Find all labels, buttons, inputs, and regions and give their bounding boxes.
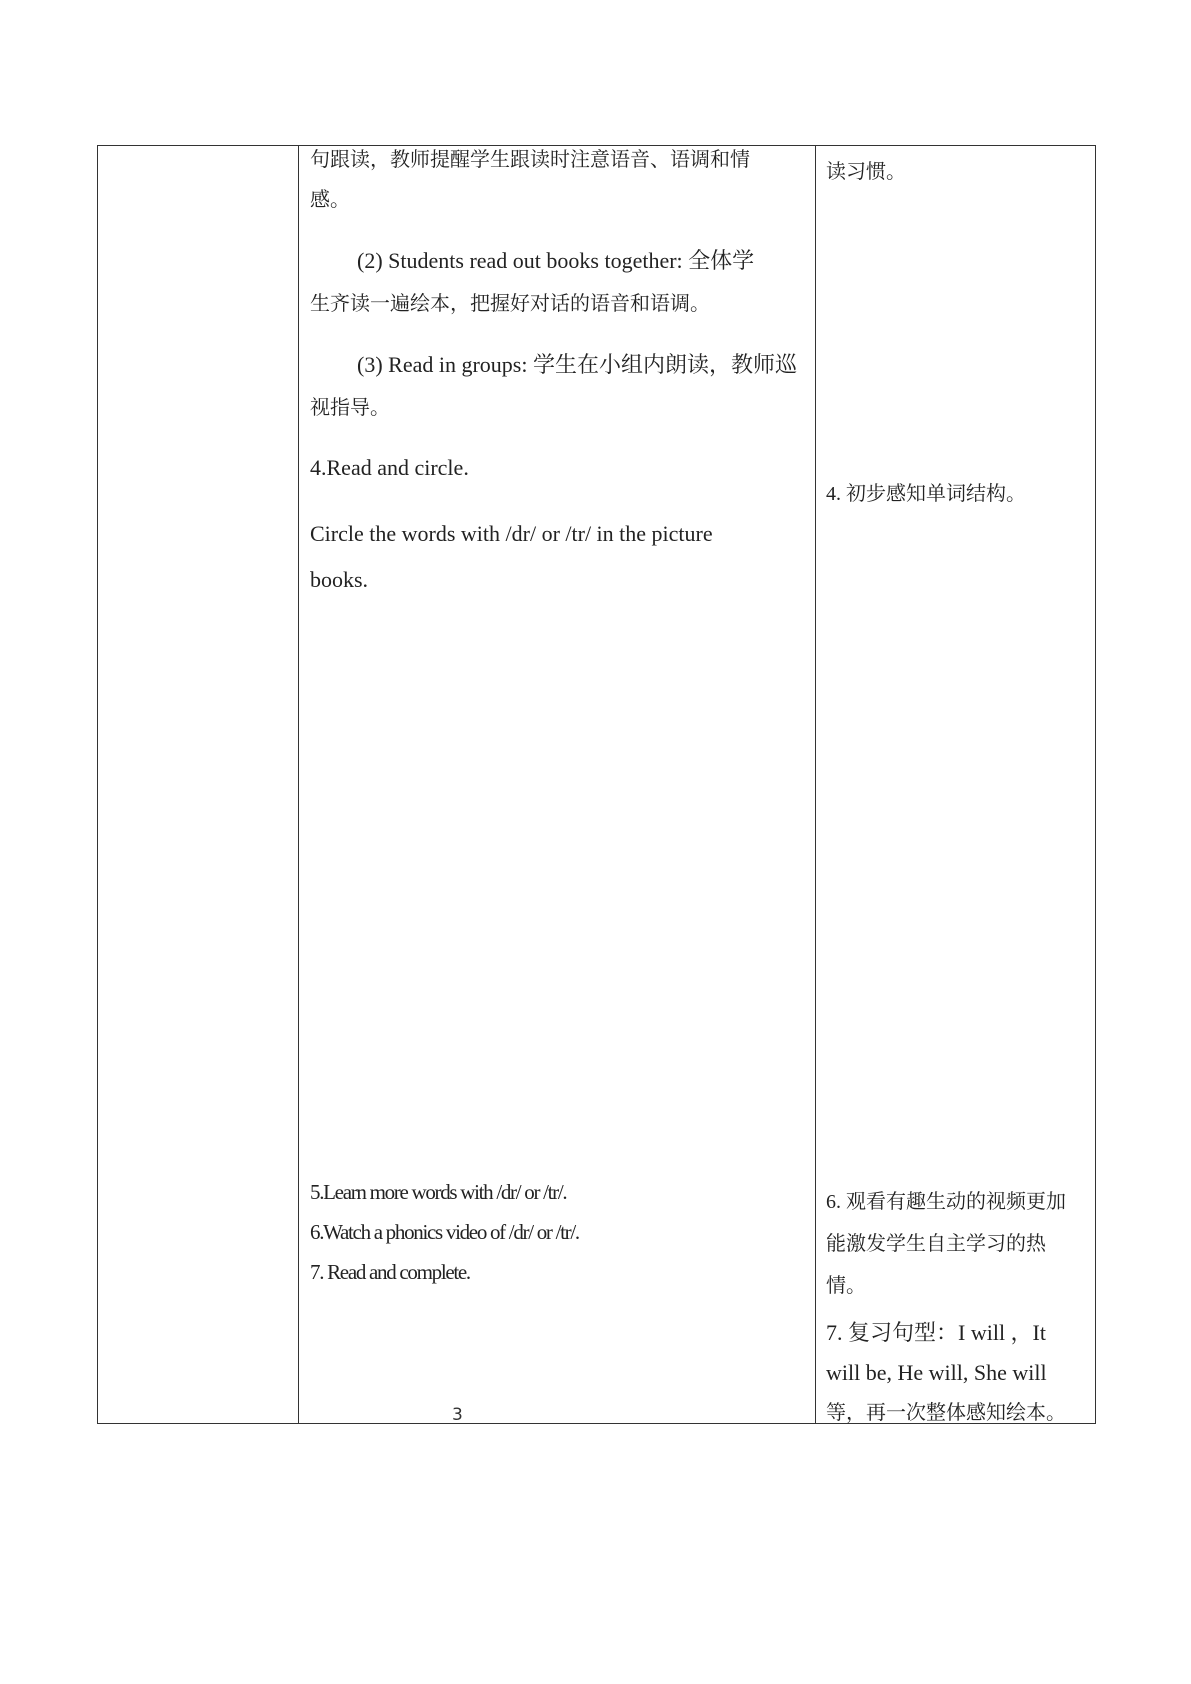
middle-line-4: 生齐读一遍绘本，把握好对话的语音和语调。 — [310, 293, 710, 315]
right-line-1: 读习惯。 — [826, 161, 906, 183]
middle-line-8: Circle the words with /dr/ or /tr/ in the picture — [310, 521, 713, 546]
middle-line-1: 句跟读，教师提醒学生跟读时注意语音、语调和情 — [310, 149, 750, 171]
middle-line-12: 7. Read and complete. — [310, 1260, 470, 1284]
column-divider-right — [815, 146, 816, 1423]
page-number: 3 — [452, 1405, 463, 1425]
middle-line-2: 感。 — [310, 189, 350, 211]
middle-line-7: 4.Read and circle. — [310, 455, 469, 480]
middle-line-5: (3) Read in groups: 学生在小组内朗读，教师巡 — [357, 352, 797, 377]
right-line-5: 情。 — [826, 1275, 866, 1297]
right-line-3: 6. 观看有趣生动的视频更加 — [826, 1191, 1066, 1213]
column-divider-left — [298, 146, 299, 1423]
right-line-4: 能激发学生自主学习的热 — [826, 1233, 1046, 1255]
right-line-2: 4. 初步感知单词结构。 — [826, 483, 1026, 505]
middle-line-10: 5.Learn more words with /dr/ or /tr/. — [310, 1180, 567, 1204]
right-line-6: 7. 复习句型：I will ，It — [826, 1320, 1046, 1345]
right-line-7: will be, He will, She will — [826, 1360, 1047, 1385]
right-line-8: 等，再一次整体感知绘本。 — [826, 1402, 1066, 1424]
middle-line-11: 6.Watch a phonics video of /dr/ or /tr/. — [310, 1220, 579, 1244]
middle-line-6: 视指导。 — [310, 397, 390, 419]
middle-line-3: (2) Students read out books together: 全体学 — [357, 248, 755, 273]
middle-line-9: books. — [310, 567, 369, 592]
